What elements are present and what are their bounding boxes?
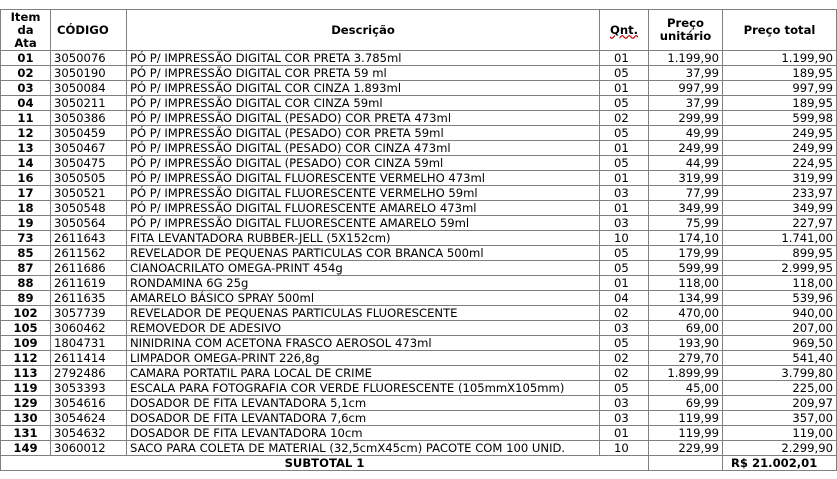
cell-preco-total: 209,97	[723, 396, 837, 411]
cell-qnt: 04	[600, 291, 649, 306]
cell-preco-total: 233,97	[723, 186, 837, 201]
table-row	[1, 246, 837, 261]
cell-item: 89	[1, 291, 51, 306]
cell-qnt: 05	[600, 246, 649, 261]
cell-codigo: 3060012	[51, 441, 127, 456]
cell-codigo: 3050521	[51, 186, 127, 201]
cell-descricao: PÓ P/ IMPRESSÃO DIGITAL COR CINZA 59ml	[127, 96, 600, 111]
cell-qnt: 03	[600, 396, 649, 411]
table-row	[1, 441, 837, 456]
cell-descricao: RONDAMINA 6G 25g	[127, 276, 600, 291]
cell-qnt: 03	[600, 411, 649, 426]
cell-qnt: 05	[600, 96, 649, 111]
cell-codigo: 3050459	[51, 126, 127, 141]
cell-preco-total: 997,99	[723, 81, 837, 96]
cell-item: 18	[1, 201, 51, 216]
cell-preco-unitario: 193,90	[649, 336, 723, 351]
cell-preco-unitario: 299,99	[649, 111, 723, 126]
table-row	[1, 96, 837, 111]
cell-item: 149	[1, 441, 51, 456]
cell-preco-unitario: 37,99	[649, 96, 723, 111]
cell-codigo: 3054616	[51, 396, 127, 411]
cell-codigo: 3050475	[51, 156, 127, 171]
cell-descricao: PÓ P/ IMPRESSÃO DIGITAL COR CINZA 1.893ml	[127, 81, 600, 96]
cell-codigo: 3050084	[51, 81, 127, 96]
cell-descricao: PÓ P/ IMPRESSÃO DIGITAL FLUORESCENTE AMARELO 59ml	[127, 216, 600, 231]
header-item-line-3: Ata	[14, 35, 37, 50]
cell-item: 102	[1, 306, 51, 321]
table-row	[1, 201, 837, 216]
cell-preco-total: 357,00	[723, 411, 837, 426]
cell-preco-unitario: 349,99	[649, 201, 723, 216]
subtotal-label: SUBTOTAL 1	[1, 456, 649, 471]
cell-descricao: PÓ P/ IMPRESSÃO DIGITAL FLUORESCENTE VERMELHO 473ml	[127, 171, 600, 186]
cell-preco-unitario: 118,00	[649, 276, 723, 291]
cell-preco-total: 539,96	[723, 291, 837, 306]
cell-descricao: PÓ P/ IMPRESSÃO DIGITAL (PESADO) COR CINZA 59ml	[127, 156, 600, 171]
cell-item: 17	[1, 186, 51, 201]
cell-item: 16	[1, 171, 51, 186]
cell-qnt: 03	[600, 321, 649, 336]
cell-preco-unitario: 179,99	[649, 246, 723, 261]
cell-codigo: 3057739	[51, 306, 127, 321]
cell-item: 129	[1, 396, 51, 411]
cell-descricao: REVELADOR DE PEQUENAS PARTICULAS COR BRANCA 500ml	[127, 246, 600, 261]
cell-codigo: 3060462	[51, 321, 127, 336]
table-row	[1, 291, 837, 306]
table-body	[1, 51, 837, 456]
cell-descricao: NINIDRINA COM ACETONA FRASCO AEROSOL 473ml	[127, 336, 600, 351]
table-row	[1, 141, 837, 156]
cell-preco-total: 224,95	[723, 156, 837, 171]
header-preco-unitario-line-2: unitário	[659, 29, 712, 43]
cell-preco-total: 118,00	[723, 276, 837, 291]
cell-qnt: 01	[600, 141, 649, 156]
cell-preco-total: 541,40	[723, 351, 837, 366]
cell-preco-total: 349,99	[723, 201, 837, 216]
cell-codigo: 3054632	[51, 426, 127, 441]
cell-codigo: 3050190	[51, 66, 127, 81]
cell-codigo: 3050564	[51, 216, 127, 231]
table-row	[1, 126, 837, 141]
cell-preco-unitario: 69,00	[649, 321, 723, 336]
header-preco-unitario-line-1: Preço	[667, 16, 704, 30]
cell-codigo: 3050386	[51, 111, 127, 126]
cell-preco-total: 599,98	[723, 111, 837, 126]
cell-codigo: 2611619	[51, 276, 127, 291]
header-codigo: CÓDIGO	[51, 10, 127, 51]
cell-preco-unitario: 174,10	[649, 231, 723, 246]
cell-preco-total: 225,00	[723, 381, 837, 396]
header-item	[1, 10, 51, 51]
cell-item: 87	[1, 261, 51, 276]
cell-codigo: 3054624	[51, 411, 127, 426]
cell-codigo: 2611686	[51, 261, 127, 276]
cell-descricao: PÓ P/ IMPRESSÃO DIGITAL (PESADO) COR PRETA 59ml	[127, 126, 600, 141]
cell-codigo: 3050076	[51, 51, 127, 66]
cell-preco-total: 319,99	[723, 171, 837, 186]
cell-preco-unitario: 69,99	[649, 396, 723, 411]
cell-item: 73	[1, 231, 51, 246]
cell-preco-unitario: 45,00	[649, 381, 723, 396]
cell-qnt: 01	[600, 81, 649, 96]
cell-codigo: 2611643	[51, 231, 127, 246]
cell-qnt: 01	[600, 201, 649, 216]
cell-codigo: 3050548	[51, 201, 127, 216]
cell-item: 131	[1, 426, 51, 441]
table-row	[1, 321, 837, 336]
cell-qnt: 10	[600, 231, 649, 246]
cell-preco-unitario: 49,99	[649, 126, 723, 141]
cell-item: 11	[1, 111, 51, 126]
cell-preco-total: 1.741,00	[723, 231, 837, 246]
cell-preco-total: 3.799,80	[723, 366, 837, 381]
table-row	[1, 411, 837, 426]
cell-item: 03	[1, 81, 51, 96]
cell-preco-unitario: 1.899,99	[649, 366, 723, 381]
cell-descricao: FITA LEVANTADORA RUBBER-JELL (5X152cm)	[127, 231, 600, 246]
cell-descricao: PÓ P/ IMPRESSÃO DIGITAL FLUORESCENTE AMARELO 473ml	[127, 201, 600, 216]
cell-preco-unitario: 997,99	[649, 81, 723, 96]
cell-qnt: 01	[600, 51, 649, 66]
cell-descricao: PÓ P/ IMPRESSÃO DIGITAL (PESADO) COR CINZA 473ml	[127, 141, 600, 156]
cell-qnt: 05	[600, 381, 649, 396]
cell-preco-total: 227,97	[723, 216, 837, 231]
subtotal-row	[1, 456, 837, 471]
cell-qnt: 02	[600, 111, 649, 126]
cell-descricao: DOSADOR DE FITA LEVANTADORA 5,1cm	[127, 396, 600, 411]
cell-codigo: 3050211	[51, 96, 127, 111]
cell-item: 02	[1, 66, 51, 81]
header-qnt-label: Qnt.	[609, 22, 639, 37]
cell-descricao: PÓ P/ IMPRESSÃO DIGITAL FLUORESCENTE VERMELHO 59ml	[127, 186, 600, 201]
table-row	[1, 66, 837, 81]
cell-item: 19	[1, 216, 51, 231]
cell-preco-total: 189,95	[723, 66, 837, 81]
cell-qnt: 01	[600, 171, 649, 186]
cell-preco-unitario: 119,99	[649, 426, 723, 441]
cell-qnt: 10	[600, 441, 649, 456]
cell-codigo: 2792486	[51, 366, 127, 381]
cell-descricao: PÓ P/ IMPRESSÃO DIGITAL COR PRETA 59 ml	[127, 66, 600, 81]
cell-qnt: 05	[600, 336, 649, 351]
cell-codigo: 2611562	[51, 246, 127, 261]
cell-descricao: PÓ P/ IMPRESSÃO DIGITAL COR PRETA 3.785ml	[127, 51, 600, 66]
header-qnt	[600, 10, 649, 51]
cell-item: 85	[1, 246, 51, 261]
cell-item: 119	[1, 381, 51, 396]
cell-preco-unitario: 599,99	[649, 261, 723, 276]
cell-item: 105	[1, 321, 51, 336]
cell-preco-unitario: 470,00	[649, 306, 723, 321]
table-row	[1, 276, 837, 291]
cell-preco-total: 1.199,90	[723, 51, 837, 66]
header-preco-unitario	[649, 10, 723, 51]
cell-preco-total: 969,50	[723, 336, 837, 351]
cell-qnt: 01	[600, 426, 649, 441]
cell-preco-unitario: 119,99	[649, 411, 723, 426]
header-item-line-2: da	[17, 22, 34, 37]
cell-descricao: PÓ P/ IMPRESSÃO DIGITAL (PESADO) COR PRETA 473ml	[127, 111, 600, 126]
cell-preco-total: 899,95	[723, 246, 837, 261]
cell-preco-unitario: 319,99	[649, 171, 723, 186]
cell-codigo: 3053393	[51, 381, 127, 396]
cell-descricao: DOSADOR DE FITA LEVANTADORA 10cm	[127, 426, 600, 441]
cell-item: 04	[1, 96, 51, 111]
cell-preco-total: 2.299,90	[723, 441, 837, 456]
cell-preco-total: 207,00	[723, 321, 837, 336]
cell-qnt: 05	[600, 156, 649, 171]
table-row	[1, 396, 837, 411]
cell-item: 14	[1, 156, 51, 171]
cell-descricao: REMOVEDOR DE ADESIVO	[127, 321, 600, 336]
table-row	[1, 171, 837, 186]
table-row	[1, 111, 837, 126]
table-row	[1, 306, 837, 321]
cell-item: 13	[1, 141, 51, 156]
cell-codigo: 1804731	[51, 336, 127, 351]
cell-qnt: 05	[600, 261, 649, 276]
table-row	[1, 51, 837, 66]
cell-qnt: 03	[600, 186, 649, 201]
cell-item: 112	[1, 351, 51, 366]
cell-qnt: 01	[600, 276, 649, 291]
cell-codigo: 3050505	[51, 171, 127, 186]
cell-qnt: 05	[600, 126, 649, 141]
cell-preco-unitario: 37,99	[649, 66, 723, 81]
table-row	[1, 336, 837, 351]
cell-qnt: 03	[600, 216, 649, 231]
cell-descricao: DOSADOR DE FITA LEVANTADORA 7,6cm	[127, 411, 600, 426]
table-row	[1, 81, 837, 96]
table-row	[1, 261, 837, 276]
cell-qnt: 02	[600, 306, 649, 321]
header-preco-total: Preço total	[723, 10, 837, 51]
table-row	[1, 231, 837, 246]
cell-descricao: AMARELO BÁSICO SPRAY 500ml	[127, 291, 600, 306]
cell-qnt: 05	[600, 66, 649, 81]
cell-descricao: ESCALA PARA FOTOGRAFIA COR VERDE FLUORESCENTE (105mmX105mm)	[127, 381, 600, 396]
items-table	[0, 9, 837, 471]
cell-preco-total: 249,95	[723, 126, 837, 141]
subtotal-value: R$ 21.002,01	[723, 456, 837, 471]
cell-qnt: 02	[600, 351, 649, 366]
cell-preco-unitario: 75,99	[649, 216, 723, 231]
cell-item: 130	[1, 411, 51, 426]
table-row	[1, 426, 837, 441]
table-row	[1, 351, 837, 366]
cell-item: 109	[1, 336, 51, 351]
cell-descricao: CAMARA PORTATIL PARA LOCAL DE CRIME	[127, 366, 600, 381]
header-row	[1, 10, 837, 51]
cell-item: 88	[1, 276, 51, 291]
cell-descricao: LIMPADOR OMEGA-PRINT 226,8g	[127, 351, 600, 366]
table-row	[1, 366, 837, 381]
cell-descricao: REVELADOR DE PEQUENAS PARTICULAS FLUORESCENTE	[127, 306, 600, 321]
header-item-line-1: Item	[10, 9, 41, 24]
cell-preco-total: 249,99	[723, 141, 837, 156]
table-row	[1, 381, 837, 396]
cell-qnt: 02	[600, 366, 649, 381]
table-row	[1, 216, 837, 231]
cell-item: 01	[1, 51, 51, 66]
cell-preco-total: 119,00	[723, 426, 837, 441]
cell-descricao: SACO PARA COLETA DE MATERIAL (32,5cmX45cm) PACOTE COM 100 UNID.	[127, 441, 600, 456]
cell-preco-total: 189,95	[723, 96, 837, 111]
cell-preco-unitario: 249,99	[649, 141, 723, 156]
table-row	[1, 186, 837, 201]
cell-preco-unitario: 1.199,90	[649, 51, 723, 66]
cell-preco-total: 940,00	[723, 306, 837, 321]
cell-preco-unitario: 229,99	[649, 441, 723, 456]
cell-preco-unitario: 134,99	[649, 291, 723, 306]
cell-descricao: CIANOACRILATO OMEGA-PRINT 454g	[127, 261, 600, 276]
cell-preco-unitario: 279,70	[649, 351, 723, 366]
cell-codigo: 2611414	[51, 351, 127, 366]
cell-preco-unitario: 77,99	[649, 186, 723, 201]
cell-codigo: 2611635	[51, 291, 127, 306]
cell-preco-unitario: 44,99	[649, 156, 723, 171]
cell-preco-total: 2.999,95	[723, 261, 837, 276]
header-descricao: Descrição	[127, 10, 600, 51]
table-row	[1, 156, 837, 171]
cell-item: 113	[1, 366, 51, 381]
subtotal-spacer	[649, 456, 723, 471]
cell-codigo: 3050467	[51, 141, 127, 156]
cell-item: 12	[1, 126, 51, 141]
